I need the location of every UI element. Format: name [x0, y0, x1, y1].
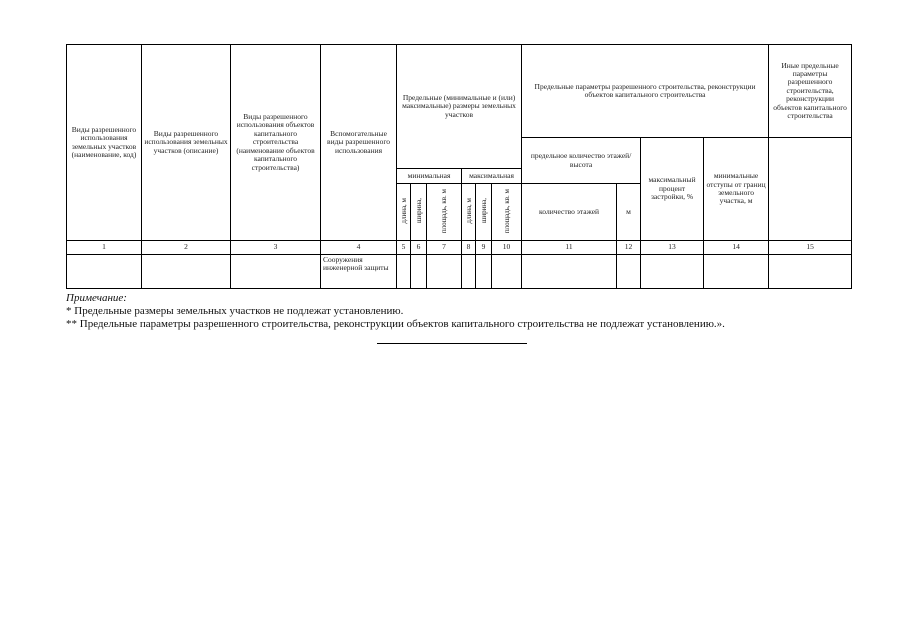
table-cell	[617, 255, 641, 289]
column-number: 4	[321, 241, 397, 255]
notes-block	[66, 292, 856, 331]
column-number: 3	[231, 241, 321, 255]
table-cell	[397, 255, 411, 289]
column-number: 5	[397, 241, 411, 255]
header-floors-count: количество этажей	[522, 184, 617, 241]
table-cell	[411, 255, 427, 289]
header-floors-height: предельное количество этажей/высота	[522, 138, 641, 184]
table-cell	[704, 255, 769, 289]
header-min-area: площадь, кв. м	[427, 184, 462, 241]
header-max-percent: максимальный процент застройки, %	[641, 138, 704, 241]
table-cell	[231, 255, 321, 289]
header-max-width: ширина,	[476, 184, 492, 241]
closing-rule	[377, 343, 527, 344]
table-cell	[67, 255, 142, 289]
note-2: ** Предельные параметры разрешенного строительства, реконструкции объектов капитального строительства не подлежат установлению.».	[66, 318, 725, 330]
table-cell	[641, 255, 704, 289]
header-min-indent: минимальные отступы от границ земельного участка, м	[704, 138, 769, 241]
header-col-15-blank	[769, 138, 852, 241]
column-number: 9	[476, 241, 492, 255]
header-col-15: Иные предельные параметры разрешенного строительства, реконструкции объектов капитального строительства	[769, 45, 852, 138]
header-min-length: длина, м	[397, 184, 411, 241]
header-meters: м	[617, 184, 641, 241]
header-maximum: максимальная	[462, 169, 522, 184]
table-cell-aux-use: Сооружения инженерной защиты	[321, 255, 397, 289]
header-minimum: минимальная	[397, 169, 462, 184]
column-number: 6	[411, 241, 427, 255]
header-max-area: площадь, кв. м	[492, 184, 522, 241]
column-number: 1	[67, 241, 142, 255]
header-land-sizes: Предельные (минимальные и (или) максимальные) размеры земельных участков	[397, 45, 522, 169]
column-number: 15	[769, 241, 852, 255]
header-max-length: длина, м	[462, 184, 476, 241]
table-cell	[522, 255, 617, 289]
table-cell	[492, 255, 522, 289]
column-number: 13	[641, 241, 704, 255]
table-cell	[142, 255, 231, 289]
column-number: 14	[704, 241, 769, 255]
table-cell	[769, 255, 852, 289]
header-col-1: Виды разрешенного использования земельных участков (наименование, код)	[67, 45, 142, 241]
column-number: 12	[617, 241, 641, 255]
header-construction-params: Предельные параметры разрешенного строительства, реконструкции объектов капитального строительства	[522, 45, 769, 138]
regulations-table	[66, 44, 852, 289]
column-number: 10	[492, 241, 522, 255]
header-col-4: Вспомогательные виды разрешенного использования	[321, 45, 397, 241]
note-1: * Предельные размеры земельных участков не подлежат установлению.	[66, 305, 404, 317]
table-row	[67, 255, 852, 289]
header-col-2: Виды разрешенного использования земельных участков (описание)	[142, 45, 231, 241]
header-min-width: ширина,	[411, 184, 427, 241]
column-number: 11	[522, 241, 617, 255]
table-cell	[476, 255, 492, 289]
notes-header: Примечание:	[66, 292, 127, 304]
table-cell	[462, 255, 476, 289]
column-number: 7	[427, 241, 462, 255]
column-number: 8	[462, 241, 476, 255]
table-cell	[427, 255, 462, 289]
header-col-3: Виды разрешенного использования объектов капитального строительства (наименование объектов капитального строительства)	[231, 45, 321, 241]
column-number: 2	[142, 241, 231, 255]
